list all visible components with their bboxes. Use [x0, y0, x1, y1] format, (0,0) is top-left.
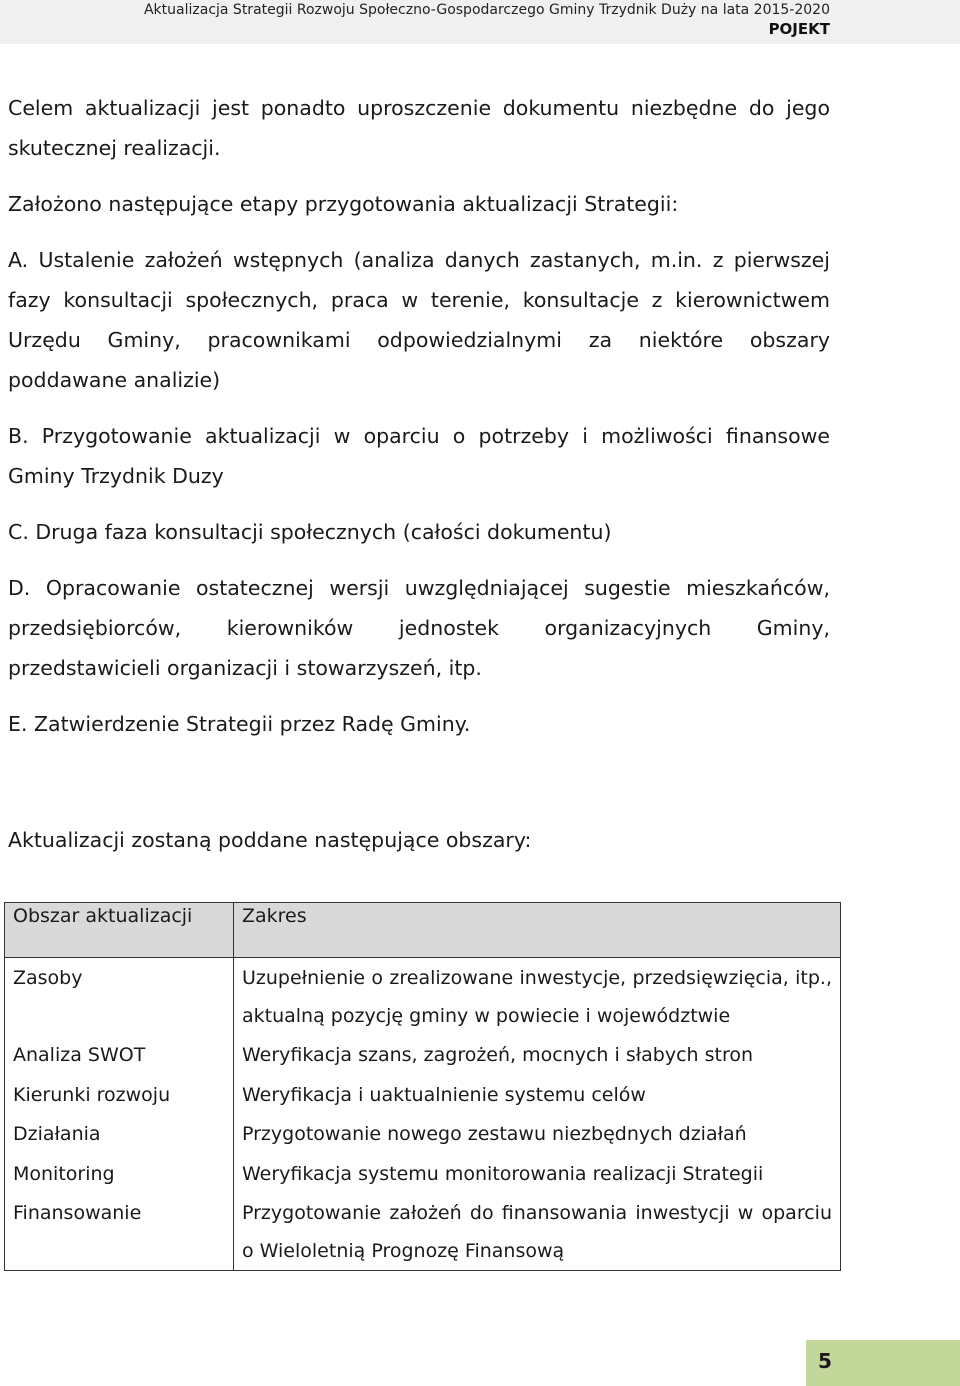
stage-d: D. Opracowanie ostatecznej wersji uwzględniającej sugestie mieszkańców, przedsiębiorców, kierowników jednostek organizacyjnych Gminy, przedstawicieli organizacji i stowarzyszeń, itp.	[8, 576, 830, 680]
table-cell-area: Działania	[5, 1114, 234, 1154]
table-cell-scope: Przygotowanie założeń do finansowania inwestycji w oparciu o Wieloletnią Prognozę Finansową	[234, 1193, 841, 1271]
document-status: POJEKT	[768, 20, 830, 38]
page-header	[0, 0, 960, 44]
table-row	[5, 1075, 841, 1115]
table-cell-scope: Przygotowanie nowego zestawu niezbędnych działań	[234, 1114, 841, 1154]
table-cell-area: Kierunki rozwoju	[5, 1075, 234, 1115]
document-title: Aktualizacja Strategii Rozwoju Społeczno-Gospodarczego Gminy Trzydnik Duży na lata 2015-2020	[143, 2, 830, 18]
table-row	[5, 958, 841, 1036]
table-cell-area: Zasoby	[5, 958, 234, 1036]
table-cell-scope: Weryfikacja i uaktualnienie systemu celów	[234, 1075, 841, 1115]
document-body	[8, 88, 830, 860]
table-cell-scope: Weryfikacja systemu monitorowania realizacji Strategii	[234, 1154, 841, 1194]
table-cell-area: Analiza SWOT	[5, 1035, 234, 1075]
page-number-box	[806, 1340, 960, 1386]
table-row	[5, 1035, 841, 1075]
page-number: 5	[818, 1349, 832, 1373]
table-cell-scope: Uzupełnienie o zrealizowane inwestycje, przedsięwzięcia, itp., aktualną pozycję gminy w powiecie i województwie	[234, 958, 841, 1036]
table-cell-scope: Weryfikacja szans, zagrożeń, mocnych i słabych stron	[234, 1035, 841, 1075]
table-row	[5, 1114, 841, 1154]
paragraph-purpose: Celem aktualizacji jest ponadto uproszczenie dokumentu niezbędne do jego skutecznej realizacji.	[8, 96, 830, 160]
table-row	[5, 1154, 841, 1194]
stage-b: B. Przygotowanie aktualizacji w oparciu o potrzeby i możliwości finansowe Gminy Trzydnik Duzy	[8, 424, 830, 488]
stage-c: C. Druga faza konsultacji społecznych (całości dokumentu)	[8, 520, 612, 544]
column-header-scope: Zakres	[234, 903, 841, 958]
stage-e: E. Zatwierdzenie Strategii przez Radę Gminy.	[8, 712, 471, 736]
areas-intro: Aktualizacji zostaną poddane następujące obszary:	[8, 828, 532, 852]
table-cell-area: Monitoring	[5, 1154, 234, 1194]
paragraph-stages-intro: Założono następujące etapy przygotowania aktualizacji Strategii:	[8, 192, 679, 216]
update-areas-table	[4, 902, 841, 1271]
table-row	[5, 1193, 841, 1271]
stage-a: A. Ustalenie założeń wstępnych (analiza danych zastanych, m.in. z pierwszej fazy konsultacji społecznych, praca w terenie, konsultacje z kierownictwem Urzędu Gminy, pracownikami odpowiedzialnymi za niektóre obszary poddawane analizie)	[8, 248, 830, 392]
table-header-row	[5, 903, 841, 958]
column-header-area: Obszar aktualizacji	[5, 903, 234, 958]
table-cell-area: Finansowanie	[5, 1193, 234, 1271]
